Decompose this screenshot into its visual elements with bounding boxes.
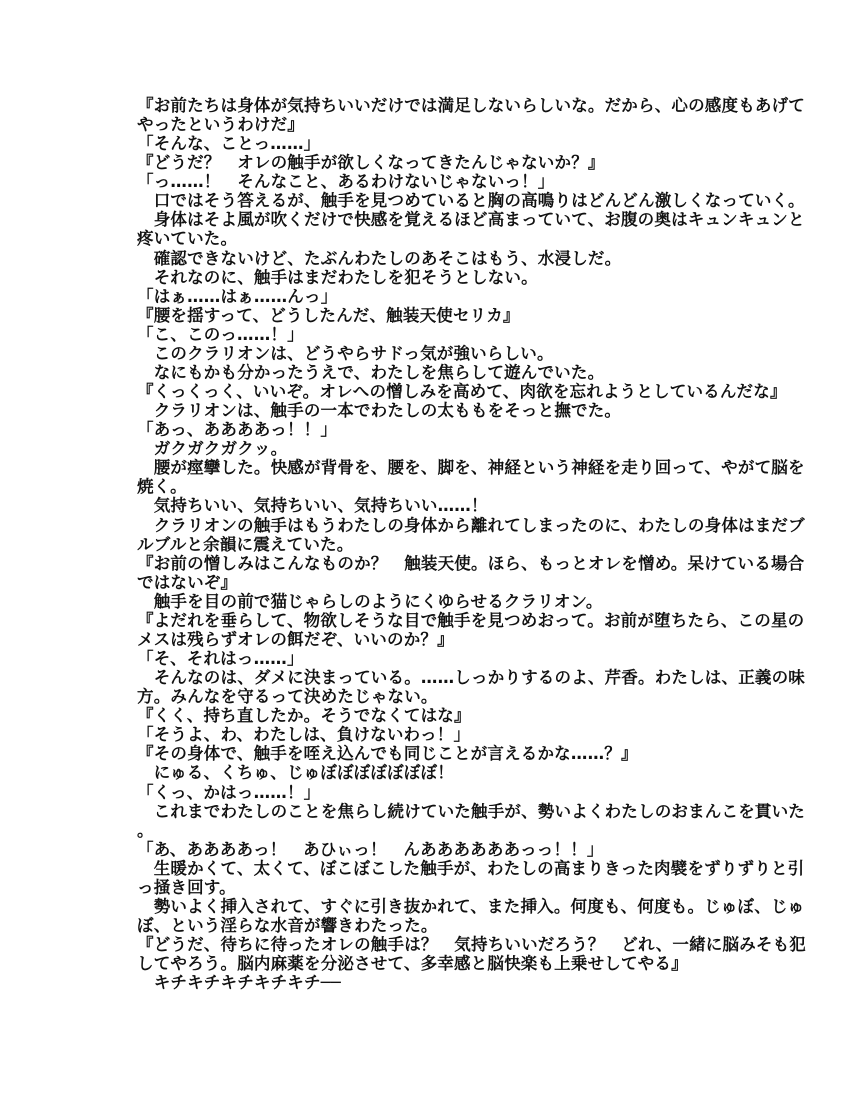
text-line: クラリオンは、触手の一本でわたしの太ももをそっと撫でた。 — [137, 401, 622, 421]
text-line: そんなのは、ダメに決まっている。……しっかりするのよ、芹香。わたしは、正義の味 — [137, 668, 805, 688]
text-line: 疼いていた。 — [137, 229, 238, 249]
text-line: 『お前たちは身体が気持ちいいだけでは満足しないらしいな。だから、心の感度もあげて — [137, 96, 805, 115]
text-line: 口ではそう答えるが、触手を見つめていると胸の高鳴りはどんどん激しくなっていく。 — [137, 191, 805, 211]
text-line: 「あ、ああああっ！ あひぃっ！ んああああああっっ！！」 — [137, 839, 604, 859]
text-line: ガクガクガクッ。 — [137, 439, 288, 459]
text-line: クラリオンの触手はもうわたしの身体から離れてしまったのに、わたしの身体はまだブ — [137, 515, 805, 535]
text-line: 確認できないけど、たぶんわたしのあそこはもう、水浸しだ。 — [137, 248, 622, 268]
text-line: ぼ、という淫らな水音が響きわたった。 — [137, 916, 438, 935]
text-line: 腰が痙攣した。快感が背骨を、腰を、脚を、神経という神経を走り回って、やがて脳を — [137, 458, 805, 478]
text-line: ではないぞ』 — [137, 572, 238, 592]
text-line: 「くっ、かはっ……！」 — [137, 782, 321, 802]
text-line: 「そうよ、わ、わたしは、負けないわっ！」 — [137, 725, 471, 745]
text-line: 『よだれを垂らして、物欲しそうな目で触手を見つめおって。お前が堕ちたら、この星の — [137, 610, 805, 630]
text-line: してやろう。脳内麻薬を分泌させて、多幸感と脳快楽も上乗せしてやる』 — [137, 954, 688, 974]
text-line: これまでわたしのことを焦らし続けていた触手が、勢いよくわたしのおまんこを貫いた — [137, 801, 805, 821]
text-line: 。 — [137, 820, 154, 840]
text-line: 「そ、それはっ……」 — [137, 649, 304, 669]
text-line: 『腰を揺すって、どうしたんだ、触装天使セリカ』 — [137, 305, 520, 325]
text-line: 気持ちいい、気持ちいい、気持ちいい……！ — [137, 496, 488, 516]
text-line: 触手を目の前で猫じゃらしのようにくゆらせるクラリオン。 — [137, 591, 603, 611]
text-line: っ掻き回す。 — [137, 877, 236, 897]
text-line: にゅる、くちゅ、じゅぼぼぼぼぼぼぼ！ — [137, 763, 454, 783]
text-line: 『くく、持ち直したか。そうでなくてはな』 — [137, 706, 471, 726]
text-line: 『どうだ、待ちに待ったオレの触手は？ 気持ちいいだろう？ どれ、一緒に脳みそも犯 — [137, 935, 806, 955]
text-line: 方。みんなを守るって決めたじゃない。 — [137, 687, 438, 707]
text-line: 『お前の憎しみはこんなものか？ 触装天使。ほら、もっとオレを憎め。呆けている場合 — [137, 553, 805, 573]
text-line: 身体はそよ風が吹くだけで快感を覚えるほど高まっていて、お腹の奥はキュンキュンと — [137, 210, 805, 230]
text-line: 「そんな、ことっ……」 — [137, 134, 321, 154]
text-line: 「っ……！ そんなこと、あるわけないじゃないっ！」 — [137, 172, 555, 192]
text-line: キチキチキチキチキチ── — [137, 973, 341, 993]
text-line: 「はぁ……はぁ……んっ」 — [137, 286, 338, 306]
text-line: やったというわけだ』 — [137, 115, 304, 135]
text-line: なにもかも分かったうえで、わたしを焦らして遊んでいた。 — [137, 362, 605, 382]
text-line: 『どうだ？ オレの触手が欲しくなってきたんじゃないか？』 — [137, 153, 605, 173]
text-line: 「あっ、ああああっ！！」 — [137, 420, 338, 440]
text-line: 『その身体で、触手を咥え込んでも同じことが言えるかな……？』 — [137, 744, 638, 764]
text-line: 勢いよく挿入されて、すぐに引き抜かれて、また挿入。何度も、何度も。じゅぼ、じゅ — [137, 896, 805, 916]
text-line: 生暖かくて、太くて、ぼこぼこした触手が、わたしの高まりきった肉襞をずりずりと引 — [137, 858, 805, 878]
text-line: 「こ、このっ……！」 — [137, 324, 304, 344]
text-line: このクラリオンは、どうやらサドっ気が強いらしい。 — [137, 343, 554, 363]
text-line: メスは残らずオレの餌だぞ、いいのか？』 — [137, 629, 454, 649]
text-line: ルブルと余韻に震えていた。 — [137, 534, 354, 554]
text-line: それなのに、触手はまだわたしを犯そうとしない。 — [137, 267, 538, 287]
text-line: 『くっくっく、いいぞ。オレへの憎しみを高めて、肉欲を忘れようとしているんだな』 — [137, 382, 787, 402]
text-line: 焼く。 — [137, 477, 187, 497]
